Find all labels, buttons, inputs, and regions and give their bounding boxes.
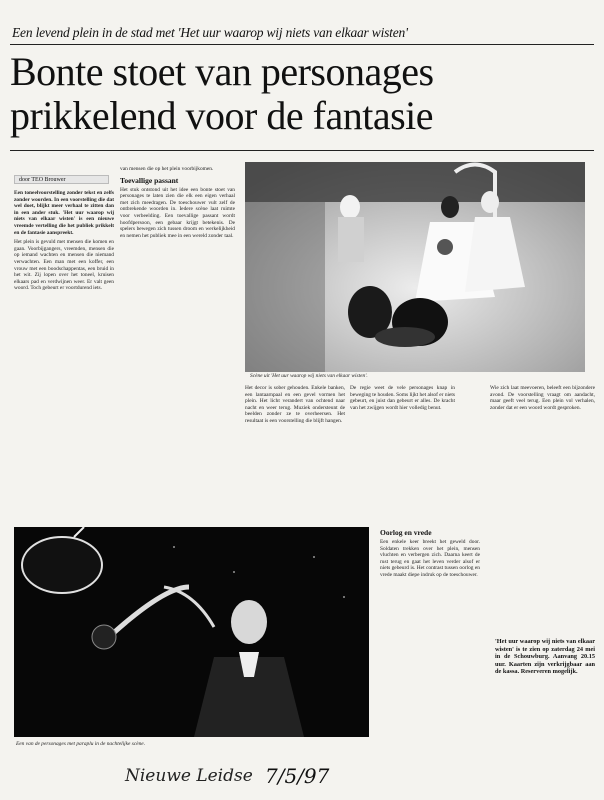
info-box: 'Het uur waarop wij niets van elkaar wisten' is te zien op zaterdag 24 mei in de Schouwburg. Aanvang 20.15 uur. Kaarten zijn verkrijgbaar aan de kassa. Reserveren mogelijk. bbox=[495, 638, 595, 676]
article-column-3 bbox=[245, 385, 345, 520]
subheading: Toevallige passant bbox=[120, 175, 179, 185]
handwritten-source: Nieuwe Leidse bbox=[125, 766, 253, 786]
article-column-6 bbox=[490, 385, 595, 630]
kicker: Een levend plein in de stad met 'Het uur waarop wij niets van elkaar wisten' bbox=[12, 25, 408, 40]
stage-photo-image bbox=[245, 162, 585, 372]
divider bbox=[10, 150, 594, 151]
handwritten-date: 7/5/97 bbox=[265, 764, 330, 788]
stage-photo-image bbox=[14, 527, 369, 737]
body-paragraph: De regie weet de vele personages knap in beweging te houden. Soms lijkt het alsof er niets gebeurt, en juist dan gebeurt er alles. De kracht van het zwijgen wordt hier volledig benut. bbox=[350, 385, 455, 411]
headline bbox=[10, 50, 594, 138]
body-paragraph: Het stuk ontstond uit het idee een bonte stoet van personages te laten zien die elk een eigen verhaal met zich meedragen. De toeschouwer vult zelf de ontbrekende woorden in. Iedere scène laat ruimte voor verbeelding. Een toevallige passant wordt hoofdpersoon, een gebaar krijgt betekenis. De spelers bewegen zich tussen droom en werkelijkheid en nemen het publiek mee in een wereld zonder taal. bbox=[120, 186, 235, 239]
body-paragraph: Een enkele keer breekt het geweld door. Soldaten trekken over het plein, mensen vluchten en verbergen zich. Daarna keert de rust terug en gaat het leven verder alsof er niets gebeurd is. Het contrast tussen oorlog en vrede maakt diepe indruk op de toeschouwer. bbox=[380, 539, 480, 578]
lead-paragraph: Een toneelvoorstelling zonder tekst en zelfs zonder woorden. In een voorstelling die dat wel doet, blijkt meer verhaal te zitten dan in een ander stuk. 'Het uur waarop wij niets van elkaar wisten' is een nieuwe vreemde vertelling die het publiek prikkelt en de fantasie aanspreekt. bbox=[14, 190, 114, 236]
body-paragraph: Het decor is sober gehouden. Enkele banken, een lantaarnpaal en een gevel vormen het plein. Het licht verandert van ochtend naar nacht en weer terug. Muziek ondersteunt de beelden zonder ze te overheersen. Het resultaat is een voorstelling die blijft hangen. bbox=[245, 385, 345, 424]
article-column-1 bbox=[14, 190, 114, 515]
stage-photo-top bbox=[245, 162, 585, 372]
headline-line-1: Bonte stoet van personages bbox=[10, 49, 434, 94]
body-paragraph: van mensen die op het plein voorbijkomen. bbox=[120, 166, 214, 172]
subheading: Oorlog en vrede bbox=[380, 528, 432, 537]
article-column-2 bbox=[120, 166, 235, 521]
photo-caption-top: Scène uit 'Het uur waarop wij niets van elkaar wisten'. bbox=[250, 373, 580, 380]
headline-line-2: prikkelend voor de fantasie bbox=[10, 93, 434, 138]
divider bbox=[10, 44, 594, 45]
body-paragraph: Het plein is gevuld met mensen die komen en gaan. Voorbijgangers, vreemden, mensen die op iemand wachten en mensen die niemand verwachten. Een man met een koffer, een vrouw met een boodschappentas, een bruid in het wit. Zij lopen over het toneel, kruisen elkaars pad en verdwijnen weer. Er valt geen woord. Toch gebeurt er voortdurend iets. bbox=[14, 239, 114, 292]
byline: door TEO Brouwer bbox=[14, 175, 109, 184]
article-column-5 bbox=[380, 526, 480, 756]
stage-photo-bottom bbox=[14, 527, 369, 737]
photo-caption-bottom: Een van de personages met paraplu in de nachtelijke scène. bbox=[16, 741, 366, 748]
article-column-4 bbox=[350, 385, 455, 520]
body-paragraph: Wie zich laat meevoeren, beleeft een bijzondere avond. De voorstelling vraagt om aandacht, maar geeft veel terug. Een plein vol verhalen, zonder dat er een woord wordt gesproken. bbox=[490, 385, 595, 411]
